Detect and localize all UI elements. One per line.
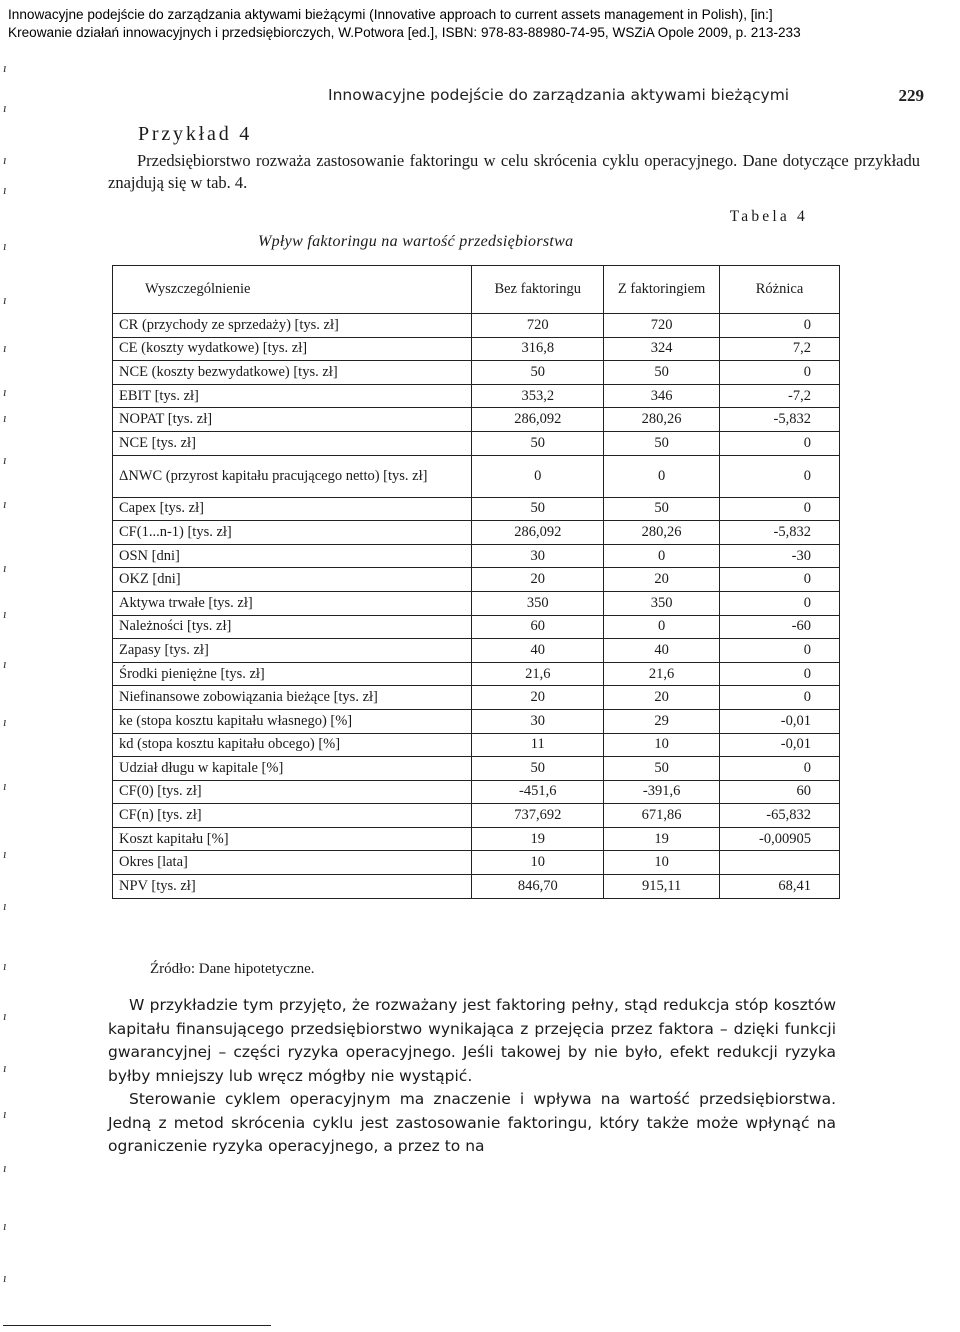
cell-roznica: -5,832 <box>720 521 840 545</box>
cell-bez-faktoringu: 0 <box>472 455 604 497</box>
cell-label: NOPAT [tys. zł] <box>113 408 472 432</box>
citation-header <box>8 6 960 42</box>
cell-z-faktoringiem: 29 <box>604 709 720 733</box>
cell-roznica: 0 <box>720 431 840 455</box>
cell-label: ke (stopa kosztu kapitału własnego) [%] <box>113 709 472 733</box>
cell-roznica: -5,832 <box>720 408 840 432</box>
cell-roznica: 68,41 <box>720 875 840 899</box>
table-row <box>113 709 840 733</box>
cell-bez-faktoringu: 10 <box>472 851 604 875</box>
cell-bez-faktoringu: 50 <box>472 757 604 781</box>
cell-label: Środki pieniężne [tys. zł] <box>113 662 472 686</box>
cell-z-faktoringiem: 324 <box>604 337 720 361</box>
table-row <box>113 662 840 686</box>
header-wyszczegolnienie: Wyszczególnienie <box>113 266 472 314</box>
cell-z-faktoringiem: 915,11 <box>604 875 720 899</box>
table-row <box>113 431 840 455</box>
cell-bez-faktoringu: 350 <box>472 591 604 615</box>
cell-label: kd (stopa kosztu kapitału obcego) [%] <box>113 733 472 757</box>
cell-roznica: 0 <box>720 686 840 710</box>
cell-bez-faktoringu: 20 <box>472 568 604 592</box>
cell-bez-faktoringu: 316,8 <box>472 337 604 361</box>
scan-artifact-mark: ı <box>3 496 7 511</box>
cell-z-faktoringiem: 50 <box>604 361 720 385</box>
scan-artifact-mark: ı <box>3 958 7 973</box>
cell-z-faktoringiem: 21,6 <box>604 662 720 686</box>
scan-artifact-mark: ı <box>3 100 7 115</box>
cell-label: Okres [lata] <box>113 851 472 875</box>
cell-label: OSN [dni] <box>113 544 472 568</box>
cell-roznica: -0,01 <box>720 709 840 733</box>
cell-z-faktoringiem: 0 <box>604 455 720 497</box>
page-number: 229 <box>898 86 924 105</box>
cell-roznica: 0 <box>720 497 840 521</box>
cell-bez-faktoringu: 353,2 <box>472 384 604 408</box>
cell-label: Zapasy [tys. zł] <box>113 639 472 663</box>
cell-z-faktoringiem: 50 <box>604 497 720 521</box>
scan-artifact-mark: ı <box>3 182 7 197</box>
scan-artifact-mark: ı <box>3 846 7 861</box>
running-head <box>328 86 928 104</box>
cell-label: ΔNWC (przyrost kapitału pracującego netto) [tys. zł] <box>113 455 472 497</box>
running-head-title: Innowacyjne podejście do zarządzania aktywami bieżącymi <box>328 86 790 104</box>
table-row <box>113 733 840 757</box>
cell-z-faktoringiem: 0 <box>604 544 720 568</box>
cell-label: CF(n) [tys. zł] <box>113 804 472 828</box>
cell-z-faktoringiem: 40 <box>604 639 720 663</box>
cell-roznica: 0 <box>720 314 840 338</box>
cell-label: Aktywa trwałe [tys. zł] <box>113 591 472 615</box>
cell-bez-faktoringu: 50 <box>472 431 604 455</box>
table-row <box>113 408 840 432</box>
scan-artifact-mark: ı <box>3 714 7 729</box>
table-body <box>113 314 840 899</box>
cell-z-faktoringiem: 19 <box>604 827 720 851</box>
cell-bez-faktoringu: 846,70 <box>472 875 604 899</box>
scan-artifact-mark: ı <box>3 778 7 793</box>
cell-bez-faktoringu: 50 <box>472 361 604 385</box>
scan-artifact-mark: ı <box>3 1106 7 1121</box>
table-row <box>113 384 840 408</box>
cell-roznica: -65,832 <box>720 804 840 828</box>
body-paragraph-2: Sterowanie cyklem operacyjnym ma znaczenie i wpływa na wartość przedsiębiorstwa. Jedną z metod skrócenia cyklu jest zastosowanie faktoringu, który także może wpłynąć na ograniczenie ryzyka operacyjnego, a przez to na <box>108 1090 836 1155</box>
scan-artifact-mark: ı <box>3 292 7 307</box>
header-roznica: Różnica <box>720 266 840 314</box>
table-row <box>113 757 840 781</box>
cell-label: CE (koszty wydatkowe) [tys. zł] <box>113 337 472 361</box>
table-title: Wpływ faktoringu na wartość przedsiębiorstwa <box>258 233 574 250</box>
scan-artifact-mark: ı <box>3 410 7 425</box>
cell-label: CF(0) [tys. zł] <box>113 780 472 804</box>
cell-label: Należności [tys. zł] <box>113 615 472 639</box>
cell-label: CR (przychody ze sprzedaży) [tys. zł] <box>113 314 472 338</box>
body-text <box>108 994 836 1159</box>
table-row <box>113 544 840 568</box>
table-row <box>113 780 840 804</box>
cell-bez-faktoringu: 30 <box>472 709 604 733</box>
cell-label: CF(1...n-1) [tys. zł] <box>113 521 472 545</box>
table-row <box>113 875 840 899</box>
table-row <box>113 827 840 851</box>
cell-label: NCE [tys. zł] <box>113 431 472 455</box>
cell-label: Koszt kapitału [%] <box>113 827 472 851</box>
cell-z-faktoringiem: 10 <box>604 851 720 875</box>
cell-roznica: 0 <box>720 757 840 781</box>
scan-artifact-mark: ı <box>3 238 7 253</box>
scan-artifact-mark: ı <box>3 340 7 355</box>
cell-roznica: -30 <box>720 544 840 568</box>
table-row <box>113 337 840 361</box>
table-row <box>113 497 840 521</box>
table-row <box>113 804 840 828</box>
cell-z-faktoringiem: 20 <box>604 686 720 710</box>
cell-roznica <box>720 851 840 875</box>
data-table <box>112 265 840 899</box>
scan-artifact-mark: ı <box>3 560 7 575</box>
table-source: Źródło: Dane hipotetyczne. <box>150 961 315 977</box>
table-row <box>113 591 840 615</box>
cell-bez-faktoringu: 50 <box>472 497 604 521</box>
cell-z-faktoringiem: 671,86 <box>604 804 720 828</box>
table-row <box>113 568 840 592</box>
scan-artifact-mark: ı <box>3 384 7 399</box>
cell-bez-faktoringu: 40 <box>472 639 604 663</box>
table-header-row <box>113 266 840 314</box>
scan-artifact-mark: ı <box>3 656 7 671</box>
cell-roznica: 0 <box>720 361 840 385</box>
scan-artifact-mark: ı <box>3 1008 7 1023</box>
cell-roznica: -60 <box>720 615 840 639</box>
scan-artifact-mark: ı <box>3 1060 7 1075</box>
cell-roznica: 7,2 <box>720 337 840 361</box>
cell-label: Capex [tys. zł] <box>113 497 472 521</box>
cell-bez-faktoringu: 20 <box>472 686 604 710</box>
example-intro: Przedsiębiorstwo rozważa zastosowanie faktoringu w celu skrócenia cyklu operacyjnego. Dane dotyczące przykładu znajdują się w tab. 4. <box>108 151 920 192</box>
cell-roznica: -0,01 <box>720 733 840 757</box>
cell-z-faktoringiem: 50 <box>604 431 720 455</box>
scan-artifact-mark: ı <box>3 606 7 621</box>
scan-margin-marks <box>3 60 17 1330</box>
table-row <box>113 361 840 385</box>
cell-roznica: 0 <box>720 639 840 663</box>
cell-roznica: 60 <box>720 780 840 804</box>
cell-z-faktoringiem: 350 <box>604 591 720 615</box>
cell-z-faktoringiem: 10 <box>604 733 720 757</box>
table-row <box>113 455 840 497</box>
cell-label: OKZ [dni] <box>113 568 472 592</box>
header-z-faktoringiem: Z faktoringiem <box>604 266 720 314</box>
table-row <box>113 314 840 338</box>
table-label: Tabela 4 <box>729 208 808 225</box>
cell-bez-faktoringu: 21,6 <box>472 662 604 686</box>
cell-roznica: 0 <box>720 568 840 592</box>
cell-z-faktoringiem: 20 <box>604 568 720 592</box>
cell-bez-faktoringu: 30 <box>472 544 604 568</box>
table-row <box>113 639 840 663</box>
cell-bez-faktoringu: 11 <box>472 733 604 757</box>
scan-artifact-mark: ı <box>3 898 7 913</box>
cell-z-faktoringiem: 280,26 <box>604 521 720 545</box>
cell-bez-faktoringu: 19 <box>472 827 604 851</box>
cell-z-faktoringiem: 280,26 <box>604 408 720 432</box>
table-row <box>113 521 840 545</box>
scan-artifact-mark: ı <box>3 152 7 167</box>
cell-roznica: -7,2 <box>720 384 840 408</box>
cell-label: Udział długu w kapitale [%] <box>113 757 472 781</box>
header-bez-faktoringu: Bez faktoringu <box>472 266 604 314</box>
cell-roznica: -0,00905 <box>720 827 840 851</box>
table-row <box>113 851 840 875</box>
cell-bez-faktoringu: 286,092 <box>472 521 604 545</box>
table-row <box>113 686 840 710</box>
example-heading: Przykład 4 <box>138 123 253 145</box>
cell-bez-faktoringu: 60 <box>472 615 604 639</box>
cell-roznica: 0 <box>720 455 840 497</box>
cell-bez-faktoringu: -451,6 <box>472 780 604 804</box>
scan-artifact-mark: ı <box>3 452 7 467</box>
cell-z-faktoringiem: -391,6 <box>604 780 720 804</box>
footnote-rule <box>3 1325 271 1326</box>
scan-artifact-mark: ı <box>3 1160 7 1175</box>
cell-z-faktoringiem: 346 <box>604 384 720 408</box>
citation-line-2: Kreowanie działań innowacyjnych i przedsiębiorczych, W.Potwora [ed.], ISBN: 978-83-88980-74-95, WSZiA Opole 2009, p. 213-233 <box>8 25 801 40</box>
cell-label: NPV [tys. zł] <box>113 875 472 899</box>
cell-roznica: 0 <box>720 662 840 686</box>
scan-artifact-mark: ı <box>3 1218 7 1233</box>
citation-line-1: Innowacyjne podejście do zarządzania aktywami bieżącymi (Innovative approach to current assets management in Polish), [in:] <box>8 7 773 22</box>
cell-bez-faktoringu: 737,692 <box>472 804 604 828</box>
cell-label: Niefinansowe zobowiązania bieżące [tys. zł] <box>113 686 472 710</box>
cell-bez-faktoringu: 286,092 <box>472 408 604 432</box>
scan-artifact-mark: ı <box>3 60 7 75</box>
cell-roznica: 0 <box>720 591 840 615</box>
body-paragraph-1: W przykładzie tym przyjęto, że rozważany jest faktoring pełny, stąd redukcja stóp kosztów kapitału finansującego przedsiębiorstwo wynikająca z przejęcia przez faktora – dzięki funkcji gwarancyjnej – części ryzyka operacyjnego. Jeśli takowej by nie było, efekt redukcji ryzyka byłby mniejszy lub wręcz mógłby nie wystąpić. <box>108 996 836 1085</box>
cell-label: EBIT [tys. zł] <box>113 384 472 408</box>
scan-artifact-mark: ı <box>3 1270 7 1285</box>
cell-z-faktoringiem: 720 <box>604 314 720 338</box>
cell-z-faktoringiem: 50 <box>604 757 720 781</box>
cell-bez-faktoringu: 720 <box>472 314 604 338</box>
cell-z-faktoringiem: 0 <box>604 615 720 639</box>
table-row <box>113 615 840 639</box>
cell-label: NCE (koszty bezwydatkowe) [tys. zł] <box>113 361 472 385</box>
